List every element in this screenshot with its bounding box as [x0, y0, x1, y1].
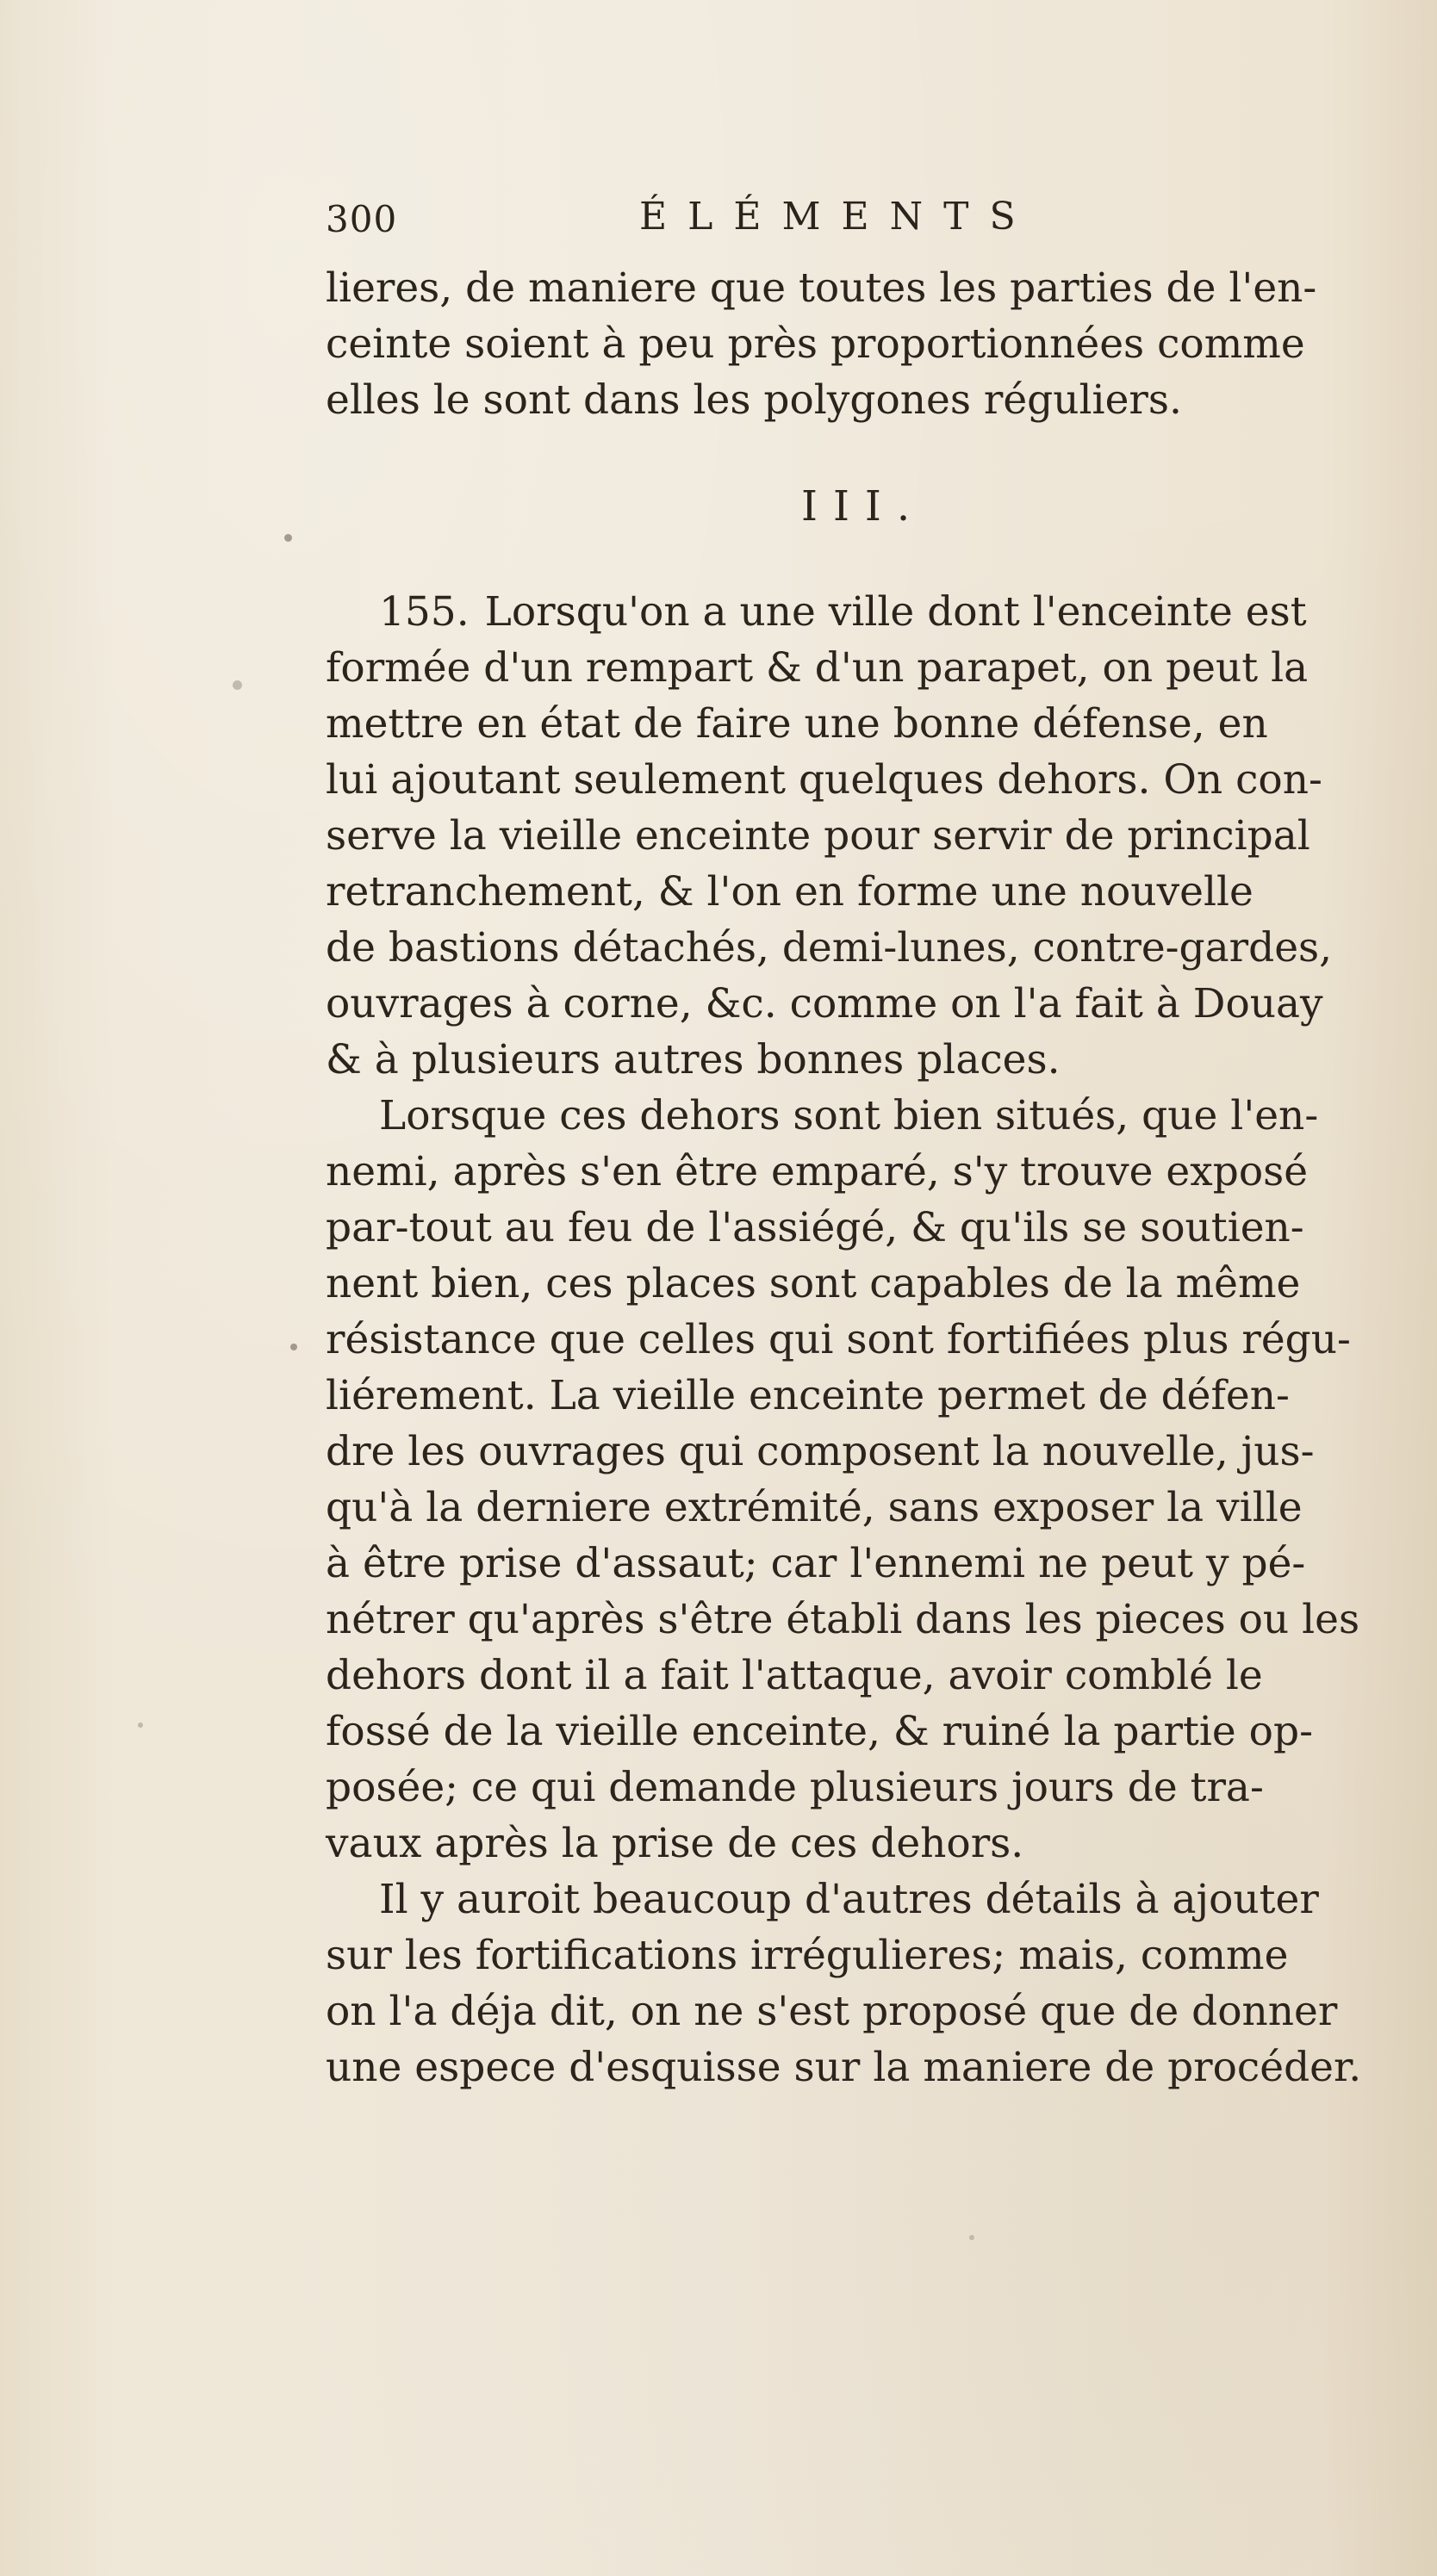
- text-line: résistance que celles qui sont fortifiées plus régu-: [326, 1316, 1351, 1363]
- text-line: lieres, de maniere que toutes les parties de l'en-: [326, 264, 1317, 312]
- ink-spot: [290, 1344, 297, 1350]
- text-line: dre les ouvrages qui composent la nouvelle, jus-: [326, 1428, 1315, 1475]
- section-heading: III.: [801, 482, 926, 531]
- text-line: ouvrages à corne, &c. comme on l'a fait à Douay: [326, 980, 1323, 1027]
- ink-spot: [233, 680, 242, 690]
- text-line: de bastions détachés, demi-lunes, contre-gardes,: [326, 924, 1333, 971]
- text-line: vaux après la prise de ces dehors.: [326, 1820, 1024, 1867]
- ink-spot: [138, 1723, 143, 1728]
- text-line: nent bien, ces places sont capables de la même: [326, 1260, 1301, 1307]
- paragraph-first-line: [326, 584, 1387, 640]
- body-text: [326, 584, 1387, 2095]
- text-line: ceinte soient à peu près proportionnées comme: [326, 320, 1305, 368]
- page-header: [326, 191, 1077, 251]
- continuation-paragraph: [326, 260, 1387, 428]
- text-line: formée d'un rempart & d'un parapet, on peut la: [326, 644, 1309, 692]
- ink-spot: [969, 2235, 974, 2240]
- page-number: 300: [326, 198, 398, 240]
- text-line: nemi, après s'en être emparé, s'y trouve exposé: [326, 1148, 1309, 1195]
- text-line: une espece d'esquisse sur la maniere de procéder.: [326, 2044, 1362, 2091]
- ink-spot: [284, 534, 292, 542]
- text-line: à être prise d'assaut; car l'ennemi ne peut y pé-: [326, 1540, 1306, 1587]
- text-line: Lorsqu'on a une ville dont l'enceinte est: [484, 588, 1307, 636]
- text-line: nétrer qu'après s'être établi dans les pieces ou les: [326, 1596, 1360, 1643]
- text-line: liérement. La vieille enceinte permet de défen-: [326, 1372, 1290, 1419]
- text-line: mettre en état de faire une bonne défense, en: [326, 700, 1268, 748]
- text-line: retranchement, & l'on en forme une nouvelle: [326, 868, 1253, 916]
- text-line: & à plusieurs autres bonnes places.: [326, 1036, 1061, 1083]
- text-line: on l'a déja dit, on ne s'est proposé que de donner: [326, 1988, 1338, 2035]
- paragraph-first-line: Il y auroit beaucoup d'autres détails à ajouter: [379, 1876, 1319, 1923]
- paragraph-first-line: Lorsque ces dehors sont bien situés, que l'en-: [379, 1092, 1319, 1139]
- running-title: ÉLÉMENTS: [639, 195, 1036, 239]
- text-line: dehors dont il a fait l'attaque, avoir comblé le: [326, 1652, 1263, 1699]
- text-line: par-tout au feu de l'assiégé, & qu'ils se soutien-: [326, 1204, 1304, 1251]
- text-line: fossé de la vieille enceinte, & ruiné la partie op-: [326, 1708, 1313, 1755]
- text-line: posée; ce qui demande plusieurs jours de tra-: [326, 1764, 1264, 1811]
- text-line: qu'à la derniere extrémité, sans exposer la ville: [326, 1484, 1303, 1531]
- paragraph-number: 155.: [379, 588, 470, 636]
- text-line: elles le sont dans les polygones réguliers.: [326, 376, 1182, 424]
- text-line: lui ajoutant seulement quelques dehors. On con-: [326, 756, 1322, 804]
- text-line: serve la vieille enceinte pour servir de principal: [326, 812, 1310, 860]
- text-line: sur les fortifications irrégulieres; mais, comme: [326, 1932, 1289, 1979]
